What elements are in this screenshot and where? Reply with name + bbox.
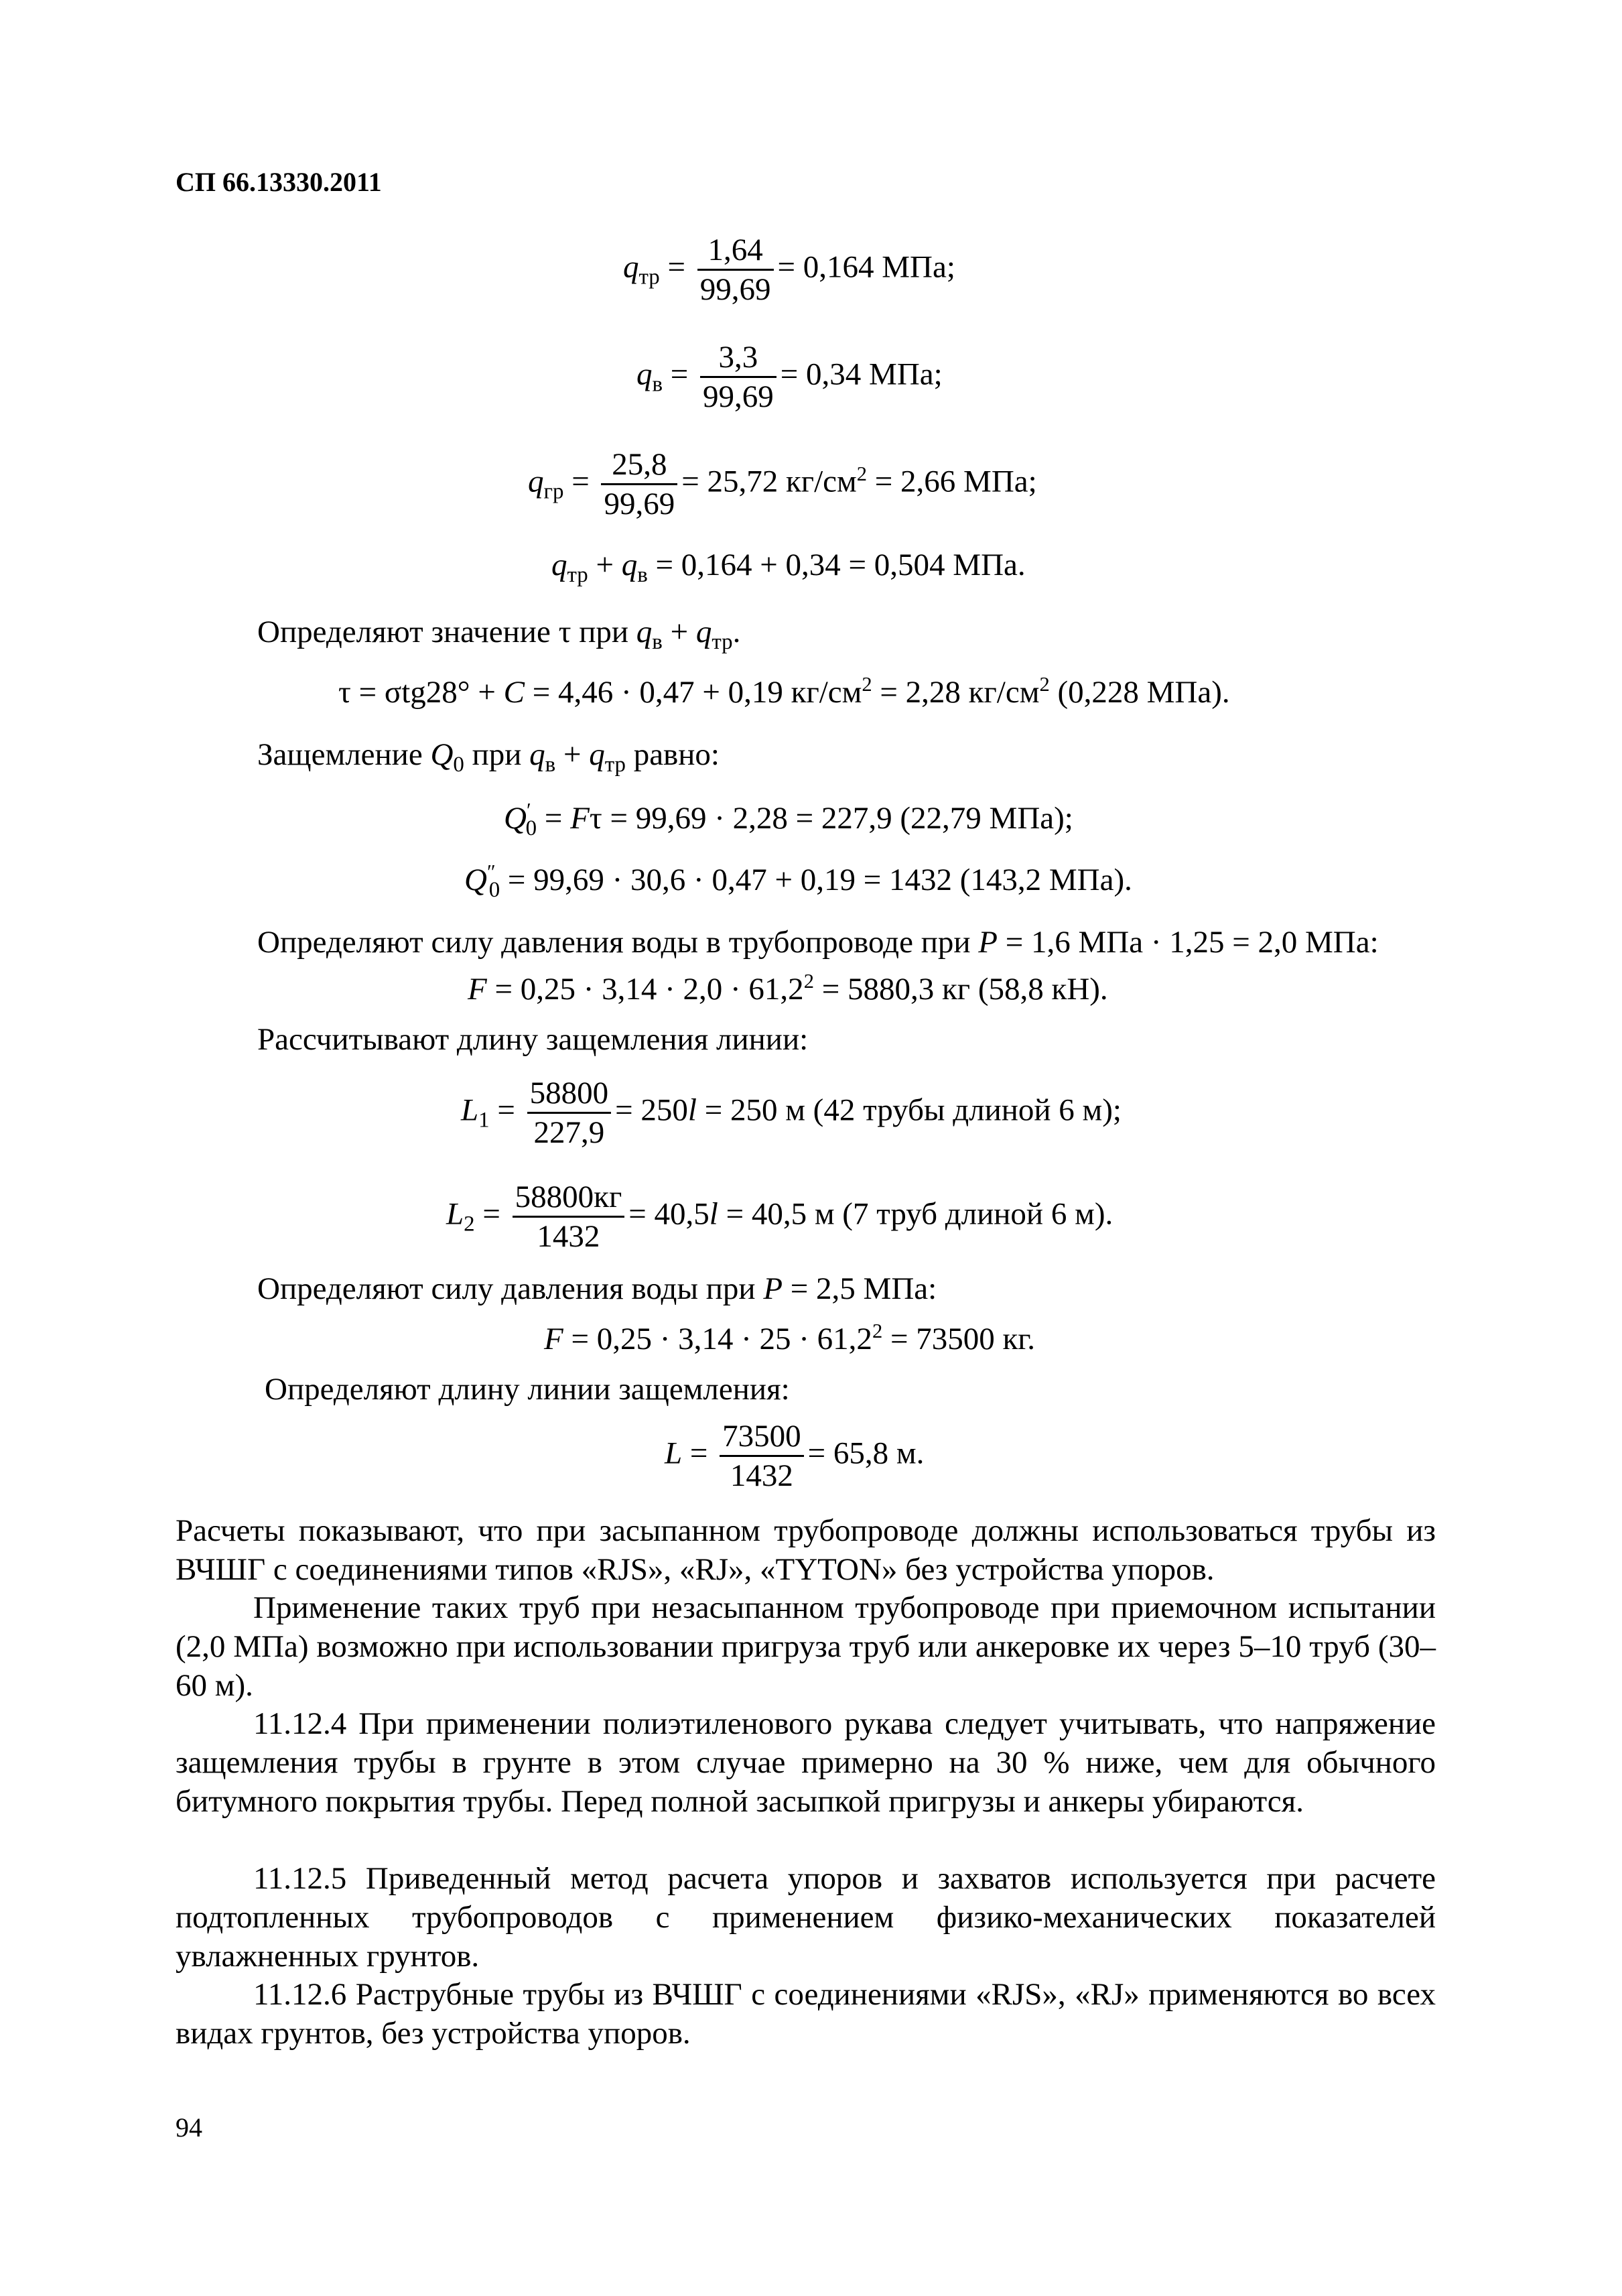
formula-q-tr: $q_{тр}$ = $\frac{1,64}{99,69}$ = 0,164 МПа; [623,233,955,308]
formula-l3: L = $\frac{73500}{1432}$ = 65,8 м. [665,1419,925,1494]
length-intro-text: Рассчитывают длину защемления линии: [257,1022,809,1057]
paragraph-application: Применение таких труб при незасыпанном трубопроводе при приемочном испытании (2,0 МПа) возможно при использовании пригруза труб или анкеровке их через 5–10 труб (30–60 м). [176,1590,1436,1703]
formula-l2: $L_2$ = $\frac{58800кг}{1432}$ = 40,5l = 40,5 м (7 труб длиной 6 м). [446,1179,1113,1255]
formula-q-gr: $q_{гр}$ = $\frac{25,8}{99,69}$ = 25,72 $кг/см^2 = 2,66$ МПа; [528,447,1037,522]
formula-force-1: $F = 0,25 \cdot 3,14 \cdot 2,0 \cdot 61,2^2 = 5880,3$ кг (58,8 кН). [468,970,1108,1007]
formula-l1: $L_1$ = $\frac{58800}{227,9}$ = 250l = 250 м (42 трубы длиной 6 м); [461,1076,1122,1151]
page-number: 94 [176,2112,202,2143]
clamping-intro-text: Защемление $Q_0$ при $q_в + q_{тр}$ равно: [257,737,720,777]
force2-intro-text: Определяют силу давления воды при P = 2,5 МПа: [257,1271,937,1306]
formula-q0-double-prime: $Q''_0 = 99,69 \cdot 30,6 \cdot 0,47 + 0,19 = 1432$ (143,2 МПа). [464,860,1132,902]
paragraph-11-12-4: 11.12.4 При применении полиэтиленового рукава следует учитывать, что напряжение защемления трубы в грунте в этом случае примерно на 30 % ниже, чем для обычного битумного покрытия трубы. Перед полной засыпкой пригрузы и анкеры убираются. [176,1706,1436,1819]
formula-q0-prime: $Q'_0 = F\tau = 99,69 \cdot 2,28 = 227,9$ (22,79 МПа); [504,799,1073,840]
formula-tau: τ = σtg28° + C = 4,46 · 0,47 + 0,19 $кг/см^2 = 2,28$ $кг/см^2$ (0,228 МПа). [338,673,1230,710]
formula-q-v: $q_в$ = $\frac{3,3}{99,69}$ = 0,34 МПа; [636,340,943,415]
force-intro-text: Определяют силу давления воды в трубопроводе при P = 1,6 МПа · 1,25 = 2,0 МПа: [257,925,1379,960]
length2-intro-text: Определяют длину линии защемления: [265,1372,790,1407]
formula-q-sum: $q_{тр} + q_в = 0,164 + 0,34 = 0,504$ МПа. [551,548,1026,587]
paragraph-11-12-6: 11.12.6 Раструбные трубы из ВЧШГ с соединениями «RJS», «RJ» применяются во всех видах грунтов, без устройства упоров. [176,1977,1436,2051]
formula-force-2: $F = 0,25 \cdot 3,14 \cdot 25 \cdot 61,2^2 = 73500$ кг. [544,1320,1036,1356]
document-code-header: СП 66.13330.2011 [176,167,382,197]
paragraph-11-12-5: 11.12.5 Приведенный метод расчета упоров и захватов используется при расчете подтопленных трубопроводов с применением физико-механических показателей увлажненных грунтов. [176,1861,1436,1974]
tau-intro-text: Определяют значение τ при $q_в + q_{тр}$. [257,615,741,654]
paragraph-calc-results: Расчеты показывают, что при засыпанном трубопроводе должны использоваться трубы из ВЧШГ с соединениями типов «RJS», «RJ», «TYTON» без устройства упоров. [176,1513,1436,1587]
